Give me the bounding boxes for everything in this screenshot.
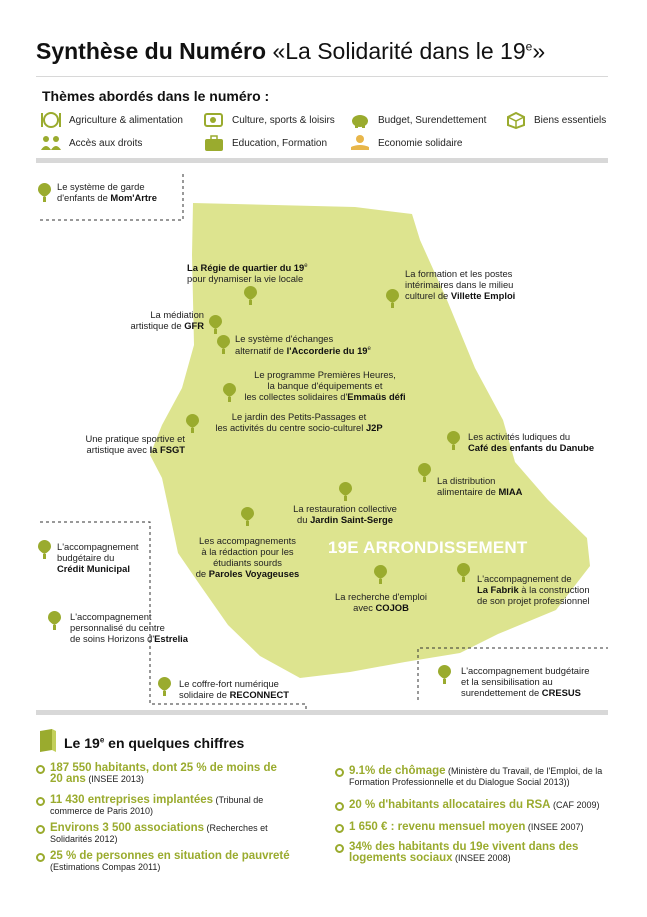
label-saintserge: La restauration collective du Jardin Saint-Serge bbox=[293, 503, 397, 525]
bullet-icon bbox=[335, 768, 344, 777]
title-end: » bbox=[532, 38, 546, 64]
label-fsgt: Une pratique sportive et artistique avec la FSGT bbox=[85, 433, 185, 455]
theme-label: Biens essentiels bbox=[534, 114, 607, 126]
label-miaa: La distribution alimentaire de MIAA bbox=[437, 475, 523, 497]
bullet-icon bbox=[36, 853, 45, 862]
label-paroles: Les accompagnements à la rédaction pour les étudiants sourds de Paroles Voyageuses bbox=[195, 535, 300, 579]
pin-icon bbox=[158, 677, 171, 696]
figure-right-1: 20 % d'habitants allocataires du RSA (CAF 2009) bbox=[349, 800, 611, 811]
label-j2p: Le jardin des Petits-Passages et les activités du centre socio-culturel J2P bbox=[215, 411, 383, 433]
map-divider bbox=[36, 710, 608, 715]
theme-label: Budget, Surendettement bbox=[378, 114, 487, 126]
label-cojob: La recherche d'emploi avec COJOB bbox=[335, 591, 427, 613]
label-villette: La formation et les postes intérimaires dans le milieu culturel de Villette Emploi bbox=[405, 268, 516, 301]
title-bold: Synthèse du Numéro bbox=[36, 38, 267, 64]
pin-icon bbox=[386, 289, 399, 308]
theme-label: Education, Formation bbox=[232, 137, 328, 149]
theme-label: Agriculture & alimentation bbox=[69, 114, 183, 126]
theme-label: Culture, sports & loisirs bbox=[232, 114, 335, 126]
bullet-icon bbox=[335, 802, 344, 811]
figure-left-2: Environs 3 500 associations (Recherches et Solidarités 2012) bbox=[50, 823, 290, 845]
title-rest: «La Solidarité dans le 19 bbox=[272, 38, 526, 64]
label-credit: L'accompagnement budgétaire du Crédit Municipal bbox=[57, 541, 139, 574]
pin-icon bbox=[217, 335, 230, 354]
pin-icon bbox=[339, 482, 352, 501]
label-reconnect: Le coffre-fort numérique solidaire de RECONNECT bbox=[179, 678, 289, 700]
pin-icon bbox=[438, 665, 451, 684]
label-momartre: Le système de garde d'enfants de Mom'Artre bbox=[57, 181, 157, 203]
figure-right-3: 34% des habitants du 19e vivent dans des logements sociaux (INSEE 2008) bbox=[349, 842, 611, 864]
pin-icon bbox=[209, 315, 222, 334]
figures-heading: Le 19e en quelques chiffres bbox=[64, 735, 245, 751]
figure-left-0: 187 550 habitants, dont 25 % de moins de 20 ans (INSEE 2013) bbox=[50, 763, 290, 785]
bullet-icon bbox=[335, 824, 344, 833]
pin-icon bbox=[418, 463, 431, 482]
pin-icon bbox=[38, 540, 51, 559]
label-fabrik: L'accompagnement de La Fabrik à la construction de son projet professionnel bbox=[477, 573, 590, 606]
figure-left-1: 11 430 entreprises implantées (Tribunal de commerce de Paris 2010) bbox=[50, 795, 290, 817]
figure-right-2: 1 650 € : revenu mensuel moyen (INSEE 2007) bbox=[349, 822, 611, 833]
pin-icon bbox=[374, 565, 387, 584]
label-danube: Les activités ludiques du Café des enfants du Danube bbox=[468, 431, 595, 453]
bullet-icon bbox=[36, 797, 45, 806]
pin-icon bbox=[48, 611, 61, 630]
label-emmaus: Le programme Premières Heures, la banque d'équipements et les collectes solidaires d'Emmaüs défi bbox=[244, 369, 406, 402]
theme-label: Accès aux droits bbox=[69, 137, 143, 149]
figure-left-3: 25 % de personnes en situation de pauvreté (Estimations Compas 2011) bbox=[50, 851, 312, 873]
bullet-icon bbox=[335, 844, 344, 853]
theme-label: Economie solidaire bbox=[378, 137, 463, 149]
pin-icon bbox=[186, 414, 199, 433]
title-sup: e bbox=[525, 39, 533, 54]
pin-icon bbox=[38, 183, 51, 202]
label-gfr: La médiation artistique de GFR bbox=[130, 309, 204, 331]
bullet-icon bbox=[36, 765, 45, 774]
label-cresus: L'accompagnement budgétaire et la sensibilisation au surendettement de CRESUS bbox=[461, 665, 590, 698]
figure-right-0: 9.1% de chômage (Ministère du Travail, de l'Emploi, de la Formation Professionnelle et du Dialogue Social 2013)) bbox=[349, 766, 611, 788]
themes-heading: Thèmes abordés dans le numéro : bbox=[42, 88, 270, 104]
pin-icon bbox=[244, 286, 257, 305]
district-label: 19E ARRONDISSEMENT bbox=[328, 538, 528, 557]
book-icon bbox=[38, 728, 58, 754]
pin-icon bbox=[447, 431, 460, 450]
label-estrelia: L'accompagnement personnalisé du centre de soins Horizons d'Estrelia bbox=[70, 611, 188, 644]
label-regie: La Régie de quartier du 19e pour dynamiser la vie locale bbox=[187, 262, 308, 285]
pin-icon bbox=[241, 507, 254, 526]
bullet-icon bbox=[36, 825, 45, 834]
label-accorderie: Le système d'échanges alternatif de l'Accorderie du 19e bbox=[235, 333, 371, 357]
pin-icon bbox=[457, 563, 470, 582]
